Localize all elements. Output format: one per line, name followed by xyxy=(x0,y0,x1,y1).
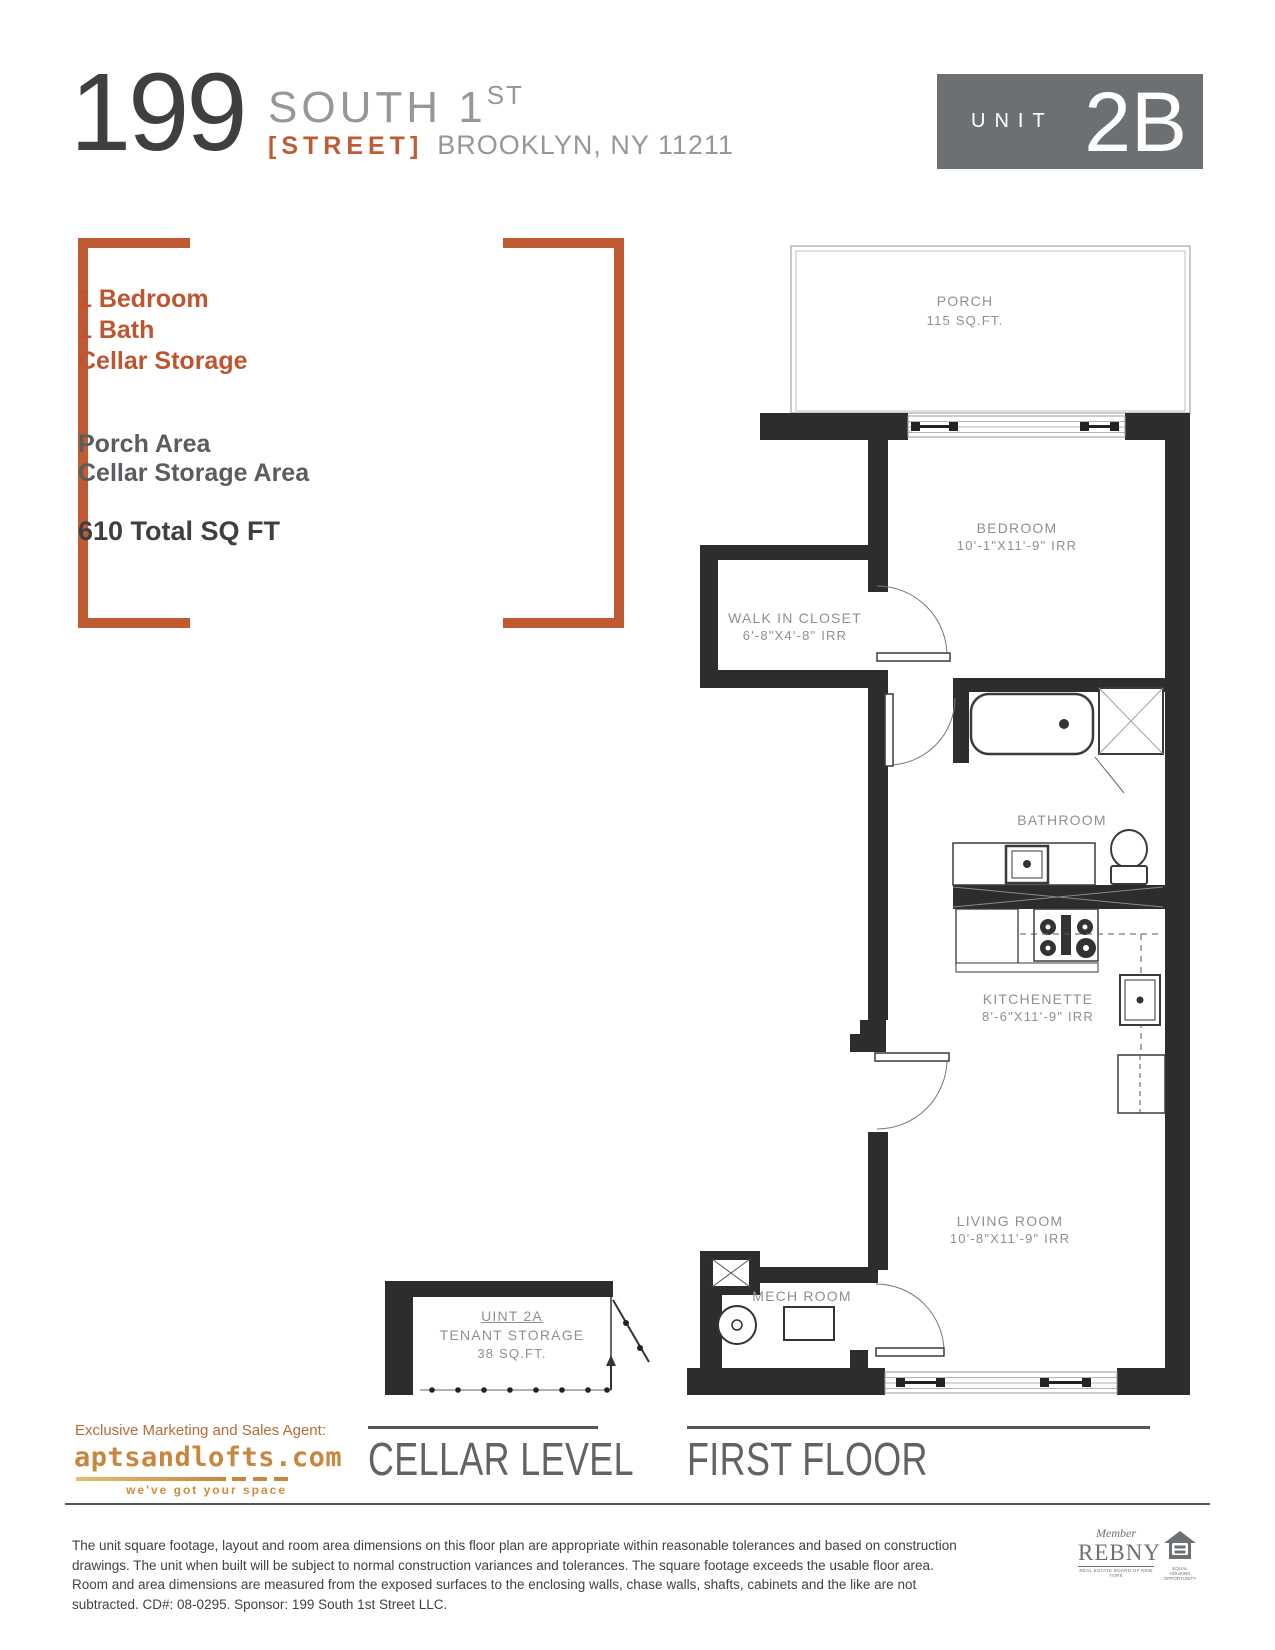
bathroom-label: BATHROOM xyxy=(1017,812,1107,828)
bedroom-dim: 10'-1"X11'-9" IRR xyxy=(956,538,1078,553)
rebny-name: REBNY xyxy=(1078,1540,1161,1565)
rebny-logo xyxy=(1078,1526,1161,1578)
total-sqft: 610 Total SQ FT xyxy=(78,516,281,546)
disclaimer-text: The unit square footage, layout and room area dimensions on this floor plan are appropriate within reasonable tolerances and based on construction drawings. The unit when built will be subject to normal construction variances and tolerances. The square footage exceeds the usable floor area. Room and area dimensions are measured from the exposed surfaces to the enclosing walls, chase walls, shafts, cabinets and the like are not subtracted. CD#: 08-0295. Sponsor: 199 South 1st Street LLC. xyxy=(72,1538,957,1612)
porch-outline xyxy=(791,246,1190,413)
street-bracket-label: [STREET] xyxy=(268,132,424,160)
rebny-member-label: Member xyxy=(1096,1526,1136,1540)
first-floor-title: FIRST FLOOR xyxy=(687,1433,928,1485)
address-street xyxy=(268,80,524,133)
address-city: BROOKLYN, NY 11211 xyxy=(437,130,734,160)
living-door-leaf xyxy=(876,1348,944,1356)
agent-underline-dashes xyxy=(232,1477,290,1481)
equal-housing-block xyxy=(1162,1530,1198,1581)
walk-in-closet-dim: 6'-8"X4'-8" IRR xyxy=(742,628,848,643)
living-room-label: LIVING ROOM xyxy=(956,1213,1064,1229)
first-floor-title-line xyxy=(687,1426,1150,1429)
bedroom-window xyxy=(908,416,1125,437)
unit-label: UNIT xyxy=(971,110,1054,132)
vanity-sink xyxy=(953,843,1095,885)
porch-label: PORCH xyxy=(936,293,994,309)
cellar-title-line xyxy=(368,1426,598,1429)
storage-sqft-label: 38 SQ.FT. xyxy=(477,1346,547,1361)
living-room-window xyxy=(885,1372,1117,1393)
agent-brand-logo: aptsandlofts.com xyxy=(74,1442,343,1473)
walk-in-closet-label: WALK IN CLOSET xyxy=(728,610,862,626)
porch-area: 115 SQ.FT. xyxy=(926,313,1004,328)
agent-underline xyxy=(76,1477,226,1481)
unit-badge xyxy=(937,74,1203,169)
street-ordinal: ST xyxy=(486,80,524,110)
toilet xyxy=(1111,830,1147,884)
agent-label: Exclusive Marketing and Sales Agent: xyxy=(75,1422,326,1439)
agent-tagline: we've got your space xyxy=(126,1483,287,1497)
kitchenette-label: KITCHENETTE xyxy=(982,991,1094,1007)
stove xyxy=(1034,909,1098,961)
address-line2 xyxy=(268,130,734,161)
equal-housing-icon xyxy=(1163,1530,1197,1560)
equal-housing-text: EQUAL HOUSING OPPORTUNITY xyxy=(1163,1566,1197,1581)
kitchenette-dim: 8'-6"X11'-9" IRR xyxy=(982,1009,1094,1024)
shaft-box xyxy=(712,1259,750,1287)
feature-bath: 1 Bath xyxy=(78,316,155,344)
living-room-dim: 10'-8"X11'-9" IRR xyxy=(949,1231,1071,1246)
storage-unit-label: UINT 2A xyxy=(481,1308,543,1324)
storage-tenant-label: TENANT STORAGE xyxy=(439,1327,585,1343)
walls xyxy=(687,413,1190,1395)
water-heater xyxy=(718,1306,756,1344)
cellar-level-title: CELLAR LEVEL xyxy=(368,1433,634,1485)
shower xyxy=(1095,688,1163,793)
cellar-area-label: Cellar Storage Area xyxy=(78,459,310,487)
porch-area-label: Porch Area xyxy=(78,430,211,458)
street-main: SOUTH 1 xyxy=(268,83,487,132)
entry-door-leaf xyxy=(875,1053,949,1061)
fridge xyxy=(1118,1055,1165,1113)
bracket-bottom-left-arm xyxy=(78,618,190,628)
footer-divider xyxy=(65,1503,1210,1505)
mech-equipment xyxy=(784,1307,834,1340)
mech-room-label: MECH ROOM xyxy=(752,1288,852,1304)
bracket-top-left-arm xyxy=(78,238,190,248)
feature-cellar: Cellar Storage xyxy=(78,347,248,375)
address-number: 199 xyxy=(70,51,245,174)
bathroom-door-leaf xyxy=(885,694,893,766)
rebny-subtext: REAL ESTATE BOARD OF NEW YORK xyxy=(1079,1568,1153,1578)
bathtub xyxy=(971,694,1093,754)
closet-door-leaf xyxy=(877,653,950,661)
feature-bedroom: 1 Bedroom xyxy=(78,285,209,313)
bedroom-label: BEDROOM xyxy=(976,520,1058,536)
unit-number: 2B xyxy=(1084,74,1187,169)
kitchen-sink xyxy=(1120,975,1160,1025)
